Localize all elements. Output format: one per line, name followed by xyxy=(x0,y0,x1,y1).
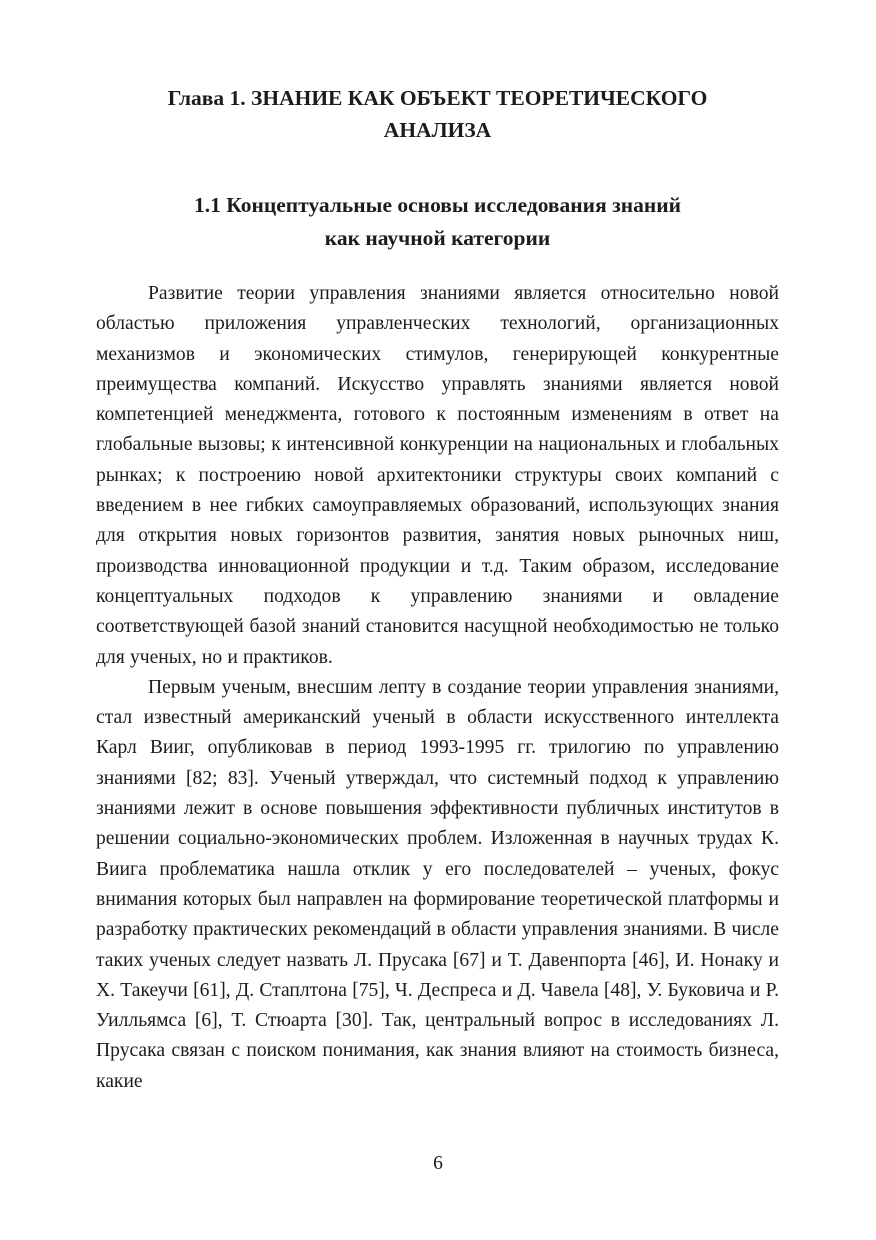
document-page xyxy=(96,0,779,1097)
chapter-title-line-1: Глава 1. ЗНАНИЕ КАК ОБЪЕКТ ТЕОРЕТИЧЕСКОГО xyxy=(167,86,708,110)
body-text xyxy=(96,279,779,1097)
chapter-title xyxy=(96,82,779,146)
section-title-line-1: 1.1 Концептуальные основы исследования знаний xyxy=(193,193,682,217)
chapter-title-line-2: АНАЛИЗА xyxy=(383,118,492,142)
paragraph: Развитие теории управления знаниями является относительно новой областью приложения управленческих технологий, организационных механизмов и экономических стимулов, генерирующей конкурентные преимущества компаний. Искусство управлять знаниями является новой компетенцией менеджмента, готового к постоянным изменениям в ответ на глобальные вызовы; к интенсивной конкуренции на национальных и глобальных рынках; к построению новой архитектоники структуры своих компаний с введением в нее гибких самоуправляемых образований, использующих знания для открытия новых горизонтов развития, занятия новых рыночных ниш, производства инновационной продукции и т.д. Таким образом, исследование концептуальных подходов к управлению знаниями и овладение соответствующей базой знаний становится насущной необходимостью не только для ученых, но и практиков. xyxy=(96,283,779,668)
paragraph: Первым ученым, внесшим лепту в создание теории управления знаниями, стал известный американский ученый в области искусственного интеллекта Карл Вииг, опубликовав в период 1993-1995 гг. трилогию по управлению знаниями [82; 83]. Ученый утверждал, что системный подход к управлению знаниями лежит в основе повышения эффективности публичных институтов в решении социально-экономических проблем. Изложенная в научных трудах К. Виига проблематика нашла отклик у его последователей – ученых, фокус внимания которых был направлен на формирование теоретической платформы и разработку практических рекомендаций в области управления знаниями. В числе таких ученых следует назвать Л. Прусака [67] и Т. Давенпорта [46], И. Нонаку и Х. Такеучи [61], Д. Стаплтона [75], Ч. Деспреса и Д. Чавела [48], У. Буковича и Р. Уилльямса [6], Т. Стюарта [30]. Так, центральный вопрос в исследованиях Л. Прусака связан с поиском понимания, как знания влияют на стоимость бизнеса, какие xyxy=(96,676,779,1092)
section-title xyxy=(96,189,779,255)
section-title-line-2: как научной категории xyxy=(324,226,551,250)
page-number: 6 xyxy=(433,1153,443,1174)
